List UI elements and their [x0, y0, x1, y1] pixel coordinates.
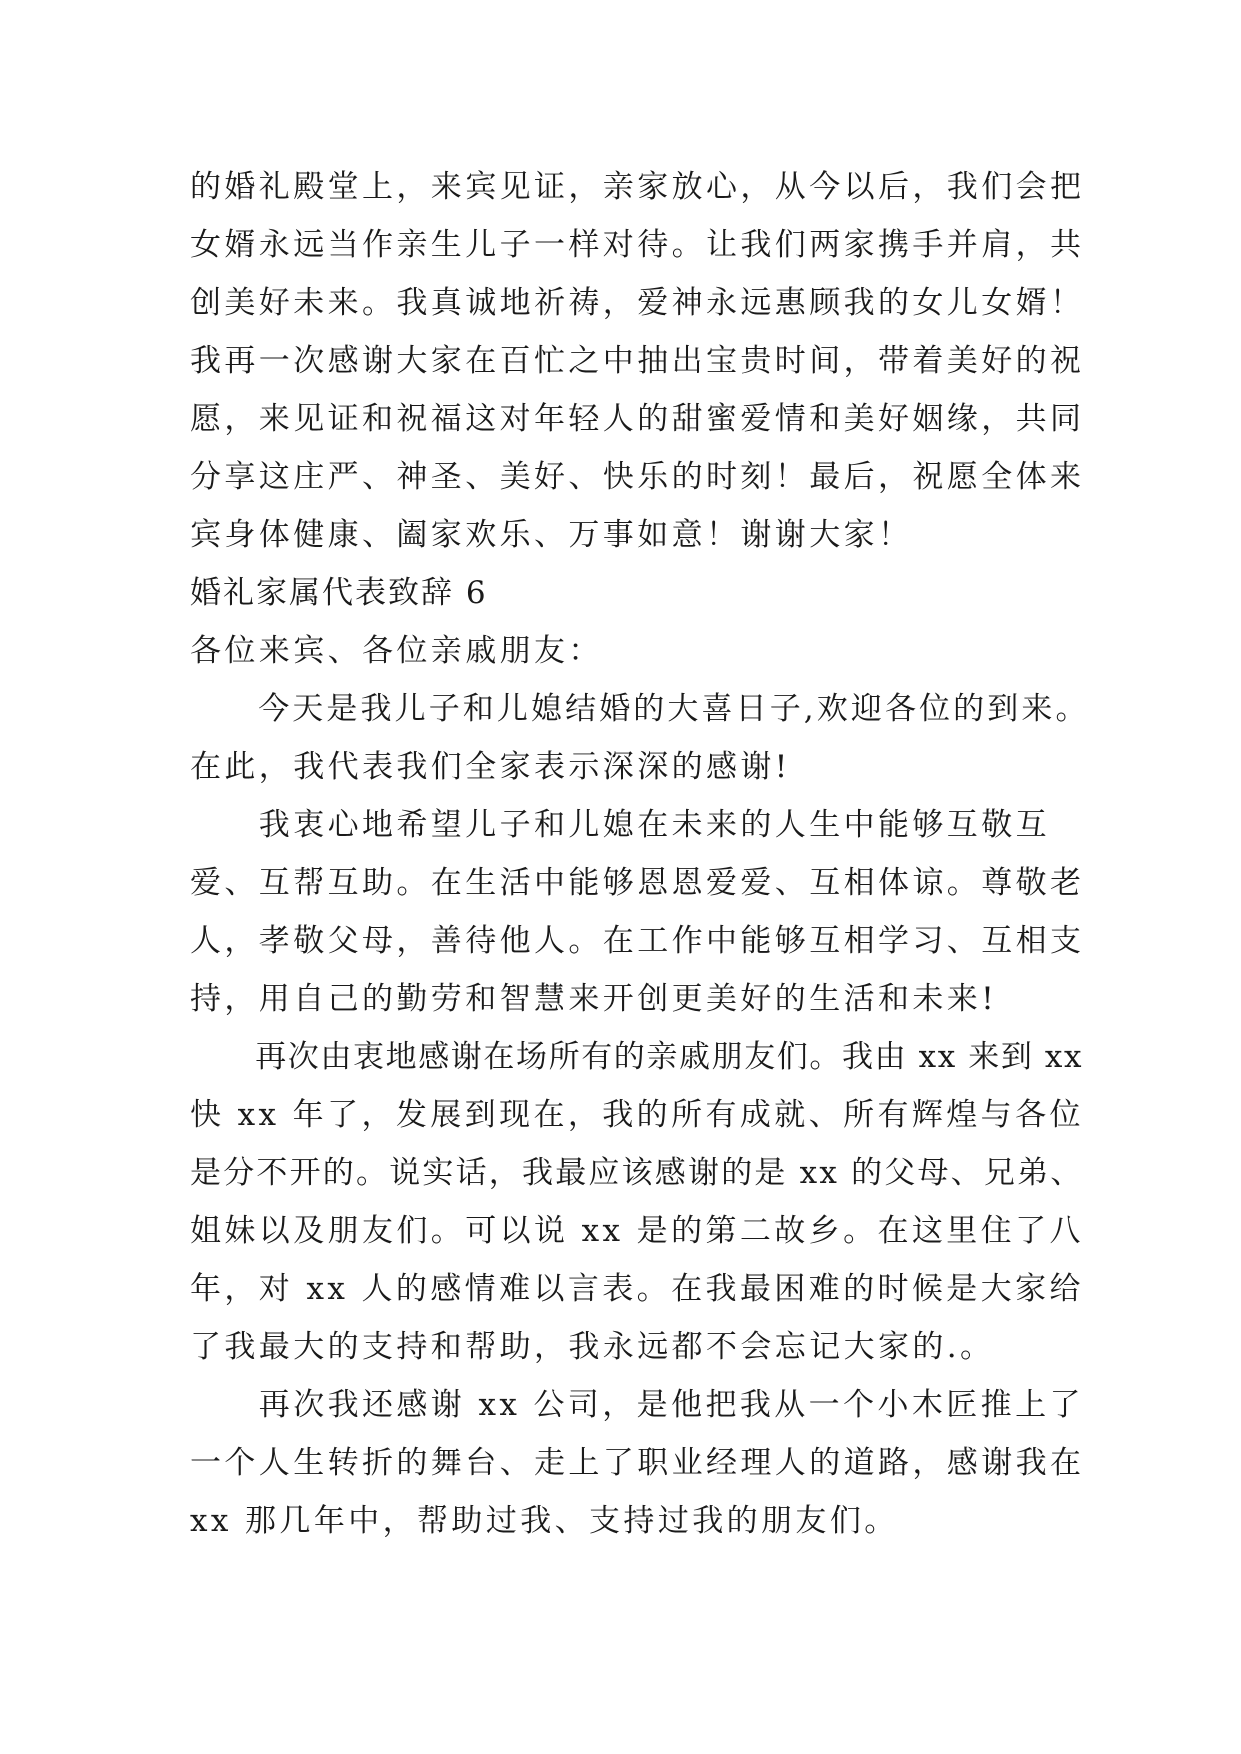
text-line: xx 那几年中，帮助过我、支持过我的朋友们。	[190, 1503, 899, 1539]
section-heading: 婚礼家属代表致辞 6	[190, 575, 488, 611]
text-line: 年，对 xx 人的感情难以言表。在我最困难的时候是大家给	[190, 1271, 1084, 1307]
text-line: 创美好未来。我真诚地祈祷，爱神永远惠顾我的女儿女婿！	[190, 285, 1085, 321]
text-line: 宾身体健康、阖家欢乐、万事如意！谢谢大家！	[190, 517, 913, 553]
text-line: 女婿永远当作亲生儿子一样对待。让我们两家携手并肩，共	[190, 227, 1085, 263]
text-line: 我衷心地希望儿子和儿媳在未来的人生中能够互敬互	[190, 807, 1050, 843]
text-line: 了我最大的支持和帮助，我永远都不会忘记大家的.。	[190, 1329, 995, 1365]
text-line: 是分不开的。说实话，我最应该感谢的是 xx 的父母、兄弟、	[190, 1155, 1084, 1191]
text-line: 分享这庄严、神圣、美好、快乐的时刻！最后，祝愿全体来	[190, 459, 1085, 495]
text-line: 的婚礼殿堂上，来宾见证，亲家放心，从今以后，我们会把	[190, 169, 1085, 205]
text-line: 我再一次感谢大家在百忙之中抽出宝贵时间，带着美好的祝	[190, 343, 1085, 379]
text-line: 再次由衷地感谢在场所有的亲戚朋友们。我由 xx 来到 xx	[190, 1039, 1084, 1075]
document-body	[190, 158, 1090, 1550]
text-line: 快 xx 年了，发展到现在，我的所有成就、所有辉煌与各位	[190, 1097, 1084, 1133]
text-line: 今天是我儿子和儿媳结婚的大喜日子,欢迎各位的到来。	[190, 691, 1090, 727]
text-line: 姐妹以及朋友们。可以说 xx 是的第二故乡。在这里住了八	[190, 1213, 1084, 1249]
text-line: 人，孝敬父母，善待他人。在工作中能够互相学习、互相支	[190, 923, 1085, 959]
text-line: 一个人生转折的舞台、走上了职业经理人的道路，感谢我在	[190, 1445, 1085, 1481]
text-line: 在此，我代表我们全家表示深深的感谢!	[190, 749, 791, 785]
text-line: 愿，来见证和祝福这对年轻人的甜蜜爱情和美好姻缘，共同	[190, 401, 1085, 437]
text-line: 爱、互帮互助。在生活中能够恩恩爱爱、互相体谅。尊敬老	[190, 865, 1085, 901]
salutation: 各位来宾、各位亲戚朋友：	[190, 633, 603, 669]
text-line: 再次我还感谢 xx 公司，是他把我从一个小木匠推上了	[190, 1387, 1084, 1423]
text-line: 持，用自己的勤劳和智慧来开创更美好的生活和未来!	[190, 981, 998, 1017]
